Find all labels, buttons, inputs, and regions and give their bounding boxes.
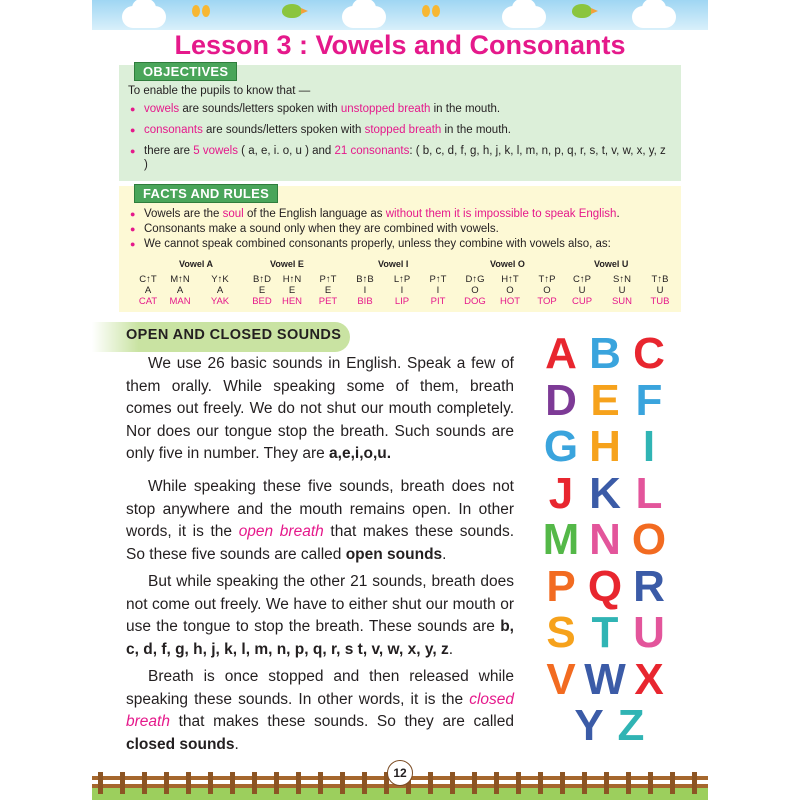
letter-z: Z [617,701,645,750]
butterfly-icon [192,5,210,19]
section-title: OPEN AND CLOSED SOUNDS [126,327,342,343]
letter-v: V [546,654,576,704]
letter-x: X [634,654,664,704]
page-number: 12 [387,760,413,786]
letter-t: T [591,608,619,657]
letter-g: G [543,422,579,471]
cloud-decoration [122,6,166,28]
letter-f: F [635,375,663,425]
list-item: ● Consonants make a sound only when they are combined with vowels. [130,222,670,236]
vowel-heading: Vowel I [378,259,409,269]
letter-c: C [633,329,665,378]
word-example: C↑P U CUP [571,274,593,307]
word-example: B↑D E BED [252,274,272,307]
letter-i: I [642,422,656,471]
word-example: M↑N A MAN [169,274,191,307]
letter-s: S [546,608,576,657]
word-example: C↑T A CAT [138,274,158,307]
bird-icon [572,4,592,18]
letter-h: H [589,422,621,471]
paragraph-4: Breath is once stopped and then released while speaking these sounds. In other words, it is the closed breath that makes these sounds. So they are called closed sounds. [126,668,514,753]
list-item: ● consonants are sounds/letters spoken with stopped breath in the mouth. [130,123,670,137]
objectives-list [130,102,670,176]
vowel-heading: Vowel A [179,259,214,269]
list-item: ● Vowels are the soul of the English language as without them it is impossible to speak English. [130,207,670,221]
header-sky-border [92,0,708,30]
paragraph-2: While speaking these five sounds, breath does not stop anywhere and the mouth remains open. In other words, it is the open breath that makes these sounds. So these five sounds are called open sounds. [126,478,515,563]
letter-y: Y [574,701,604,750]
letter-a: A [545,329,577,378]
letter-p: P [546,561,576,611]
letter-d: D [545,375,577,425]
paragraph-3: But while speaking the other 21 sounds, breath does not come out freely. We have to either shut our mouth or use the tongue to stop the breath. These sounds are b, c, d, f, g, h, j, k, l, m, n, p, q, r, s t, v, w, x, y, z. [126,573,514,658]
letter-k: K [589,468,621,518]
objectives-intro: To enable the pupils to know that — [128,85,311,97]
letter-u: U [633,608,665,657]
paragraph-1: We use 26 basic sounds in English. Speak a few of them orally. While speaking some of them, breath comes out freely. We do not shut our mouth completely. Nor does our tongue stop the breath. Such sounds are only five in number. They are a,e,i,o,u. [126,355,514,462]
vowel-heading: Vowel E [270,259,304,269]
butterfly-icon [422,5,440,19]
word-example: Y↑K A YAK [210,274,230,307]
word-example: P↑T E PET [318,274,338,307]
letter-e: E [590,375,620,425]
vowel-heading: Vowel O [490,259,525,269]
facts-list [130,207,670,255]
word-example: D↑G O DOG [464,274,486,307]
word-example: H↑N E HEN [281,274,303,307]
letter-n: N [589,515,621,564]
facts-label: FACTS AND RULES [134,184,278,203]
word-example: T↑P O TOP [537,274,557,307]
word-example: B↑B I BIB [356,274,374,307]
letter-l: L [635,468,663,518]
list-item: ● We cannot speak combined consonants properly, unless they combine with vowels also, as: [130,237,670,251]
word-example: L↑P I LIP [393,274,411,307]
letter-w: W [584,654,626,704]
page-title: Lesson 3 : Vowels and Consonants [174,30,626,60]
letter-m: M [542,515,580,564]
objectives-label: OBJECTIVES [134,62,237,81]
list-item: ● vowels are sounds/letters spoken with unstopped breath in the mouth. [130,102,670,116]
word-example: S↑N U SUN [611,274,633,307]
cloud-decoration [342,6,386,28]
cloud-decoration [502,6,546,28]
letter-q: Q [587,561,623,611]
list-item: ● there are 5 vowels ( a, e, i. o, u ) and 21 consonants: ( b, c, d, f, g, h, j, k, l, m, n, p, q, r, s, t, v, w, x, y, z ) [130,144,670,172]
letter-b: B [589,329,621,378]
cloud-decoration [632,6,676,28]
letter-r: R [633,561,665,611]
word-example: H↑T O HOT [499,274,521,307]
letter-o: O [631,515,667,564]
vowel-heading: Vowel U [594,259,629,269]
bird-icon [282,4,302,18]
word-example: P↑T I PIT [429,274,447,307]
letter-j: J [548,468,574,518]
word-example: T↑B U TUB [650,274,670,307]
